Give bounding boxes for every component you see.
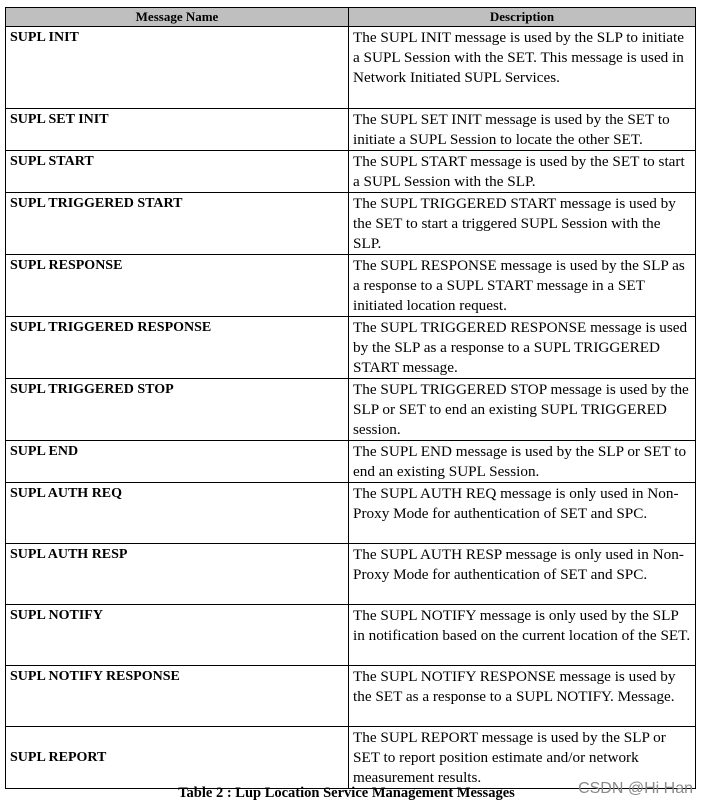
- message-name-cell: SUPL TRIGGERED START: [6, 193, 349, 255]
- message-name-cell: SUPL INIT: [6, 27, 349, 109]
- table-caption-text: Table 2 : Lup Location Service Management Messages: [178, 785, 515, 801]
- description-cell: The SUPL TRIGGERED START message is used by the SET to start a triggered SUPL Session with the SLP.: [349, 193, 696, 255]
- message-name-cell: SUPL REPORT: [6, 727, 349, 789]
- table-row: [6, 109, 696, 151]
- message-name-cell: SUPL TRIGGERED STOP: [6, 379, 349, 441]
- table-row: [6, 666, 696, 727]
- description-cell: The SUPL AUTH REQ message is only used in Non-Proxy Mode for authentication of SET and SPC.: [349, 483, 696, 544]
- message-name-cell: SUPL NOTIFY RESPONSE: [6, 666, 349, 727]
- table-row: [6, 483, 696, 544]
- table-header-row: [6, 8, 696, 27]
- description-cell: The SUPL START message is used by the SET to start a SUPL Session with the SLP.: [349, 151, 696, 193]
- message-name-cell: SUPL NOTIFY: [6, 605, 349, 666]
- description-cell: The SUPL NOTIFY message is only used by the SLP in notification based on the current location of the SET.: [349, 605, 696, 666]
- message-name-cell: SUPL RESPONSE: [6, 255, 349, 317]
- header-message-name: Message Name: [6, 8, 349, 27]
- message-name-cell: SUPL AUTH REQ: [6, 483, 349, 544]
- message-name-cell: SUPL TRIGGERED RESPONSE: [6, 317, 349, 379]
- table-row: [6, 193, 696, 255]
- table-row: [6, 441, 696, 483]
- table-row: [6, 151, 696, 193]
- message-name-cell: SUPL START: [6, 151, 349, 193]
- description-cell: The SUPL TRIGGERED STOP message is used by the SLP or SET to end an existing SUPL TRIGGERED session.: [349, 379, 696, 441]
- description-cell: The SUPL SET INIT message is used by the SET to initiate a SUPL Session to locate the other SET.: [349, 109, 696, 151]
- table-row: [6, 255, 696, 317]
- table-row: [6, 379, 696, 441]
- table-row: [6, 605, 696, 666]
- description-cell: The SUPL REPORT message is used by the SLP or SET to report position estimate and/or network measurement results.: [349, 727, 696, 789]
- table-row: [6, 27, 696, 109]
- header-description: Description: [349, 8, 696, 27]
- table-row: [6, 317, 696, 379]
- description-cell: The SUPL RESPONSE message is used by the SLP as a response to a SUPL START message in a SET initiated location request.: [349, 255, 696, 317]
- description-cell: The SUPL AUTH RESP message is only used in Non-Proxy Mode for authentication of SET and SPC.: [349, 544, 696, 605]
- table-row: [6, 544, 696, 605]
- message-name-cell: SUPL END: [6, 441, 349, 483]
- message-name-cell: SUPL SET INIT: [6, 109, 349, 151]
- watermark: CSDN @Hi Han: [578, 780, 693, 797]
- description-cell: The SUPL INIT message is used by the SLP to initiate a SUPL Session with the SET. This message is used in Network Initiated SUPL Services.: [349, 27, 696, 109]
- message-name-cell: SUPL AUTH RESP: [6, 544, 349, 605]
- description-cell: The SUPL NOTIFY RESPONSE message is used by the SET as a response to a SUPL NOTIFY. Message.: [349, 666, 696, 727]
- description-cell: The SUPL TRIGGERED RESPONSE message is used by the SLP as a response to a SUPL TRIGGERED START message.: [349, 317, 696, 379]
- messages-table: [5, 7, 696, 789]
- description-cell: The SUPL END message is used by the SLP or SET to end an existing SUPL Session.: [349, 441, 696, 483]
